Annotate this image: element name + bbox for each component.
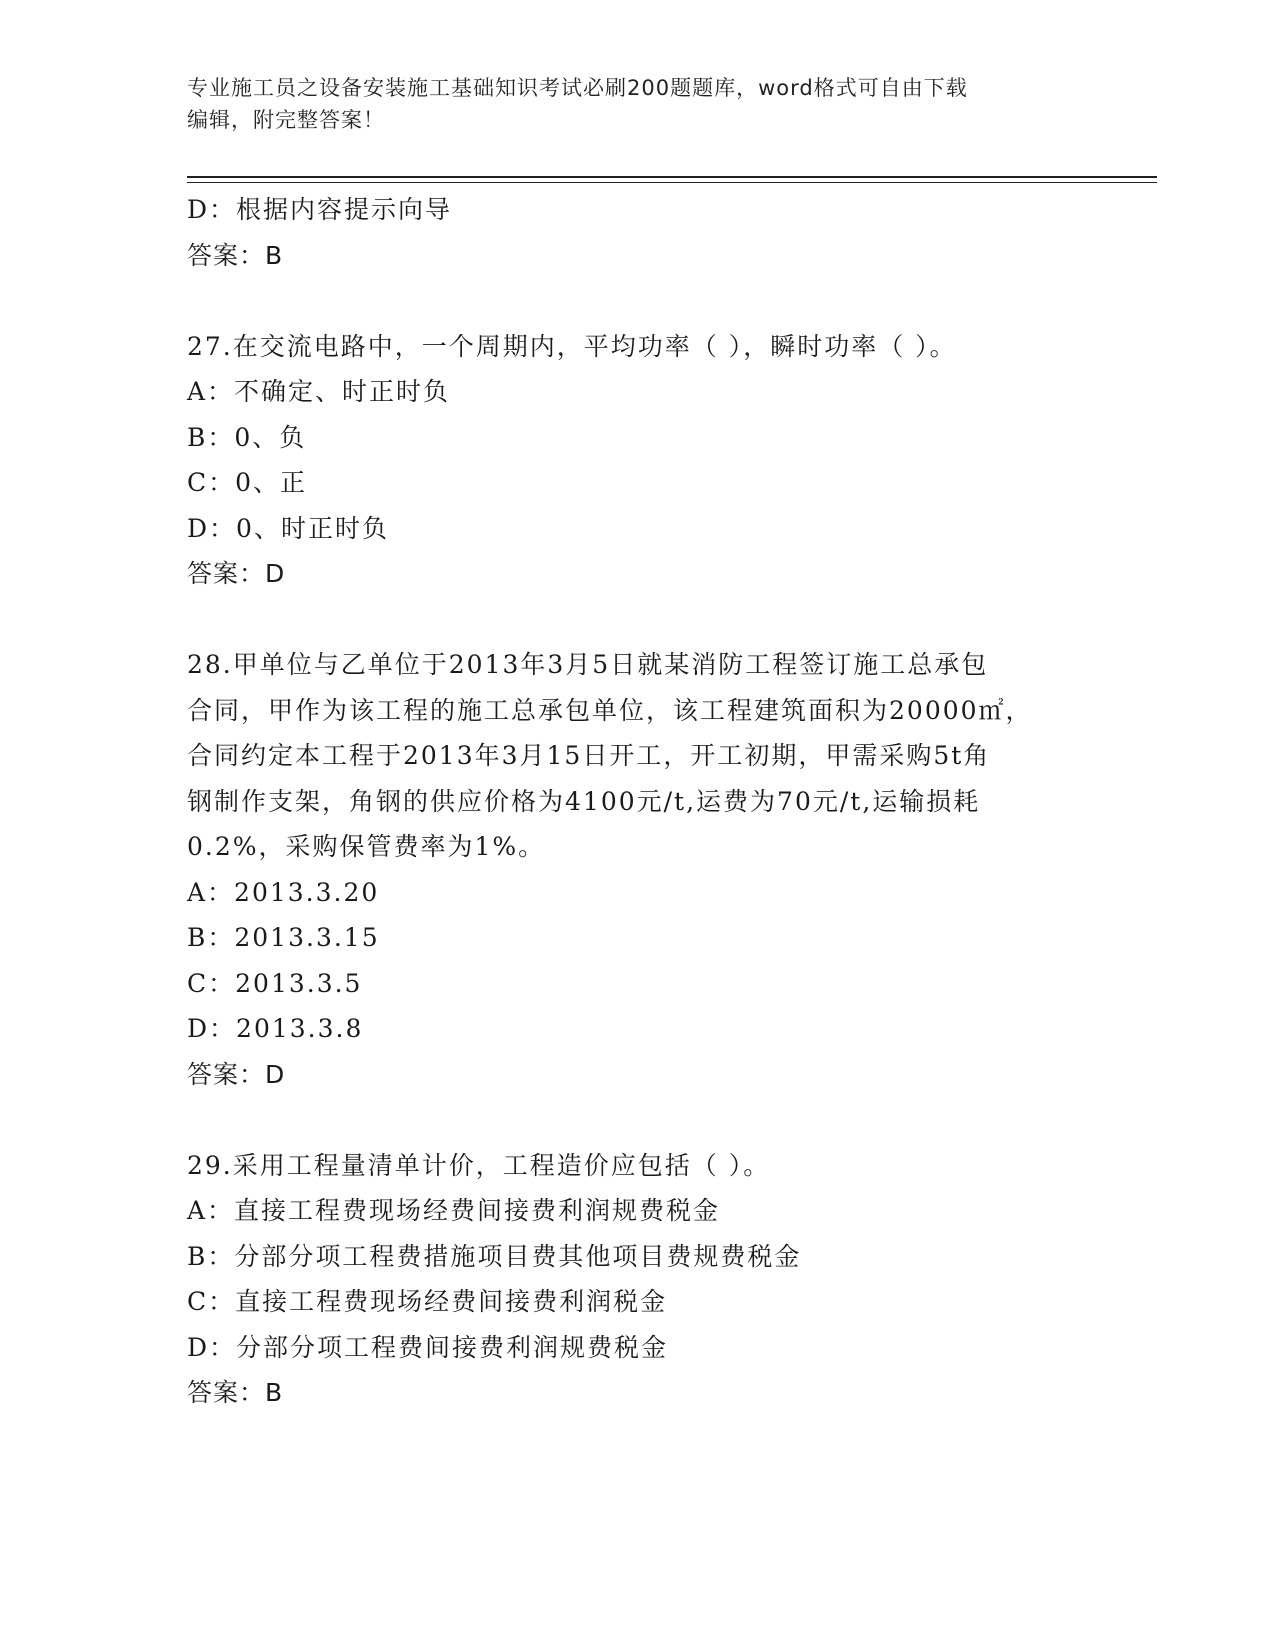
option-b: B：0、负 <box>187 422 307 452</box>
question-content <box>187 187 1087 1416</box>
question-28 <box>187 642 1087 1097</box>
option-c: C：直接工程费现场经费间接费利润税金 <box>187 1287 668 1316</box>
question-27 <box>187 324 1087 597</box>
option-d: D：分部分项工程费间接费利润规费税金 <box>187 1332 669 1362</box>
header-divider-thick <box>187 176 1157 178</box>
question-stem: 29.采用工程量清单计价，工程造价应包括（ ）。 <box>187 1150 771 1180</box>
option-b: B：分部分项工程费措施项目费其他项目费规费税金 <box>187 1241 802 1271</box>
question-stem: 27.在交流电路中，一个周期内，平均功率（ ），瞬时功率（ ）。 <box>187 331 957 361</box>
option-d: D：根据内容提示向导 <box>187 195 453 224</box>
spacer <box>187 1097 1087 1143</box>
option-a: A：直接工程费现场经费间接费利润规费税金 <box>187 1196 721 1225</box>
header-line-1: 专业施工员之设备安装施工基础知识考试必刷200题题库，word格式可自由下载 <box>187 76 968 100</box>
answer: 答案：B <box>187 240 284 270</box>
question-stem-line: 合同，甲作为该工程的施工总承包单位，该工程建筑面积为20000㎡， <box>187 695 1033 725</box>
question-stem-line: 钢制作支架，角钢的供应价格为4100元/t,运费为70元/t,运输损耗 <box>187 786 981 816</box>
question-stem-line: 合同约定本工程于2013年3月15日开工，开工初期，甲需采购5t角 <box>187 741 991 770</box>
answer: 答案：D <box>187 559 286 588</box>
option-d: D：0、时正时负 <box>187 513 389 543</box>
answer: 答案：D <box>187 1059 286 1089</box>
option-b: B：2013.3.15 <box>187 923 380 952</box>
spacer <box>187 278 1087 324</box>
option-a: A：不确定、时正时负 <box>187 377 451 406</box>
option-a: A：2013.3.20 <box>187 877 380 907</box>
answer: 答案：B <box>187 1378 284 1407</box>
question-29 <box>187 1143 1087 1416</box>
header-line-2: 编辑，附完整答案！ <box>187 108 385 132</box>
option-c: C：2013.3.5 <box>187 968 363 998</box>
spacer <box>187 597 1087 643</box>
question-stem-line: 0.2%，采购保管费率为1%。 <box>187 832 546 861</box>
header-divider-thin <box>187 182 1157 183</box>
option-d: D：2013.3.8 <box>187 1014 364 1043</box>
question-stem-line: 28.甲单位与乙单位于2013年3月5日就某消防工程签订施工总承包 <box>187 650 989 679</box>
option-c: C：0、正 <box>187 468 308 497</box>
document-header <box>187 72 1087 136</box>
